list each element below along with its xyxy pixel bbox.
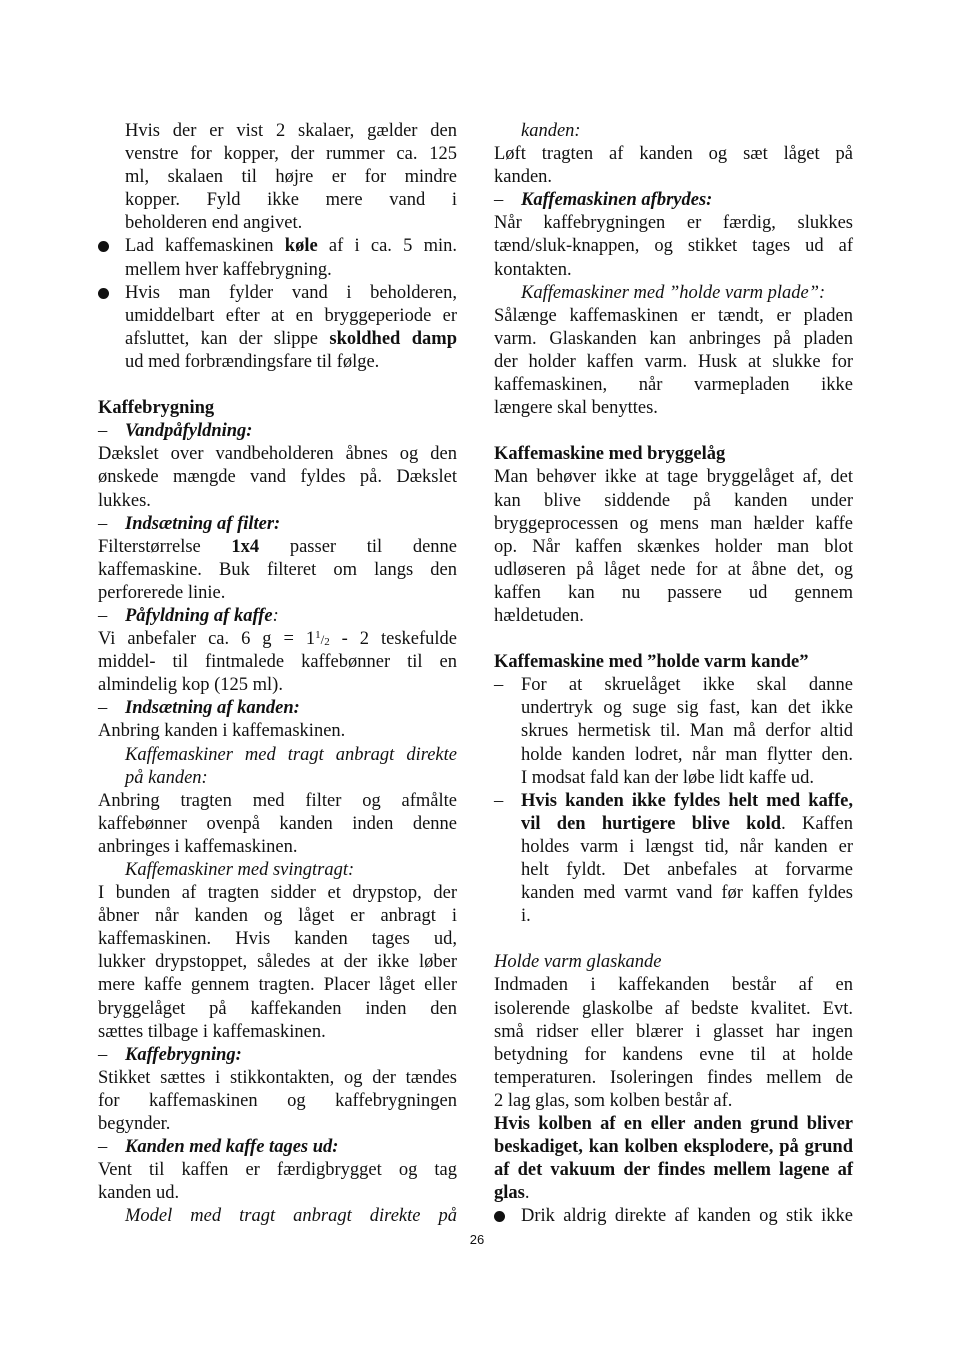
fraction-slash: /: [320, 632, 325, 648]
subsection-heading: [98, 697, 457, 720]
text-line: skrues hermetisk til. Man må derfor altid: [521, 721, 853, 742]
heading-text: Indsætning af kanden:: [125, 698, 300, 719]
bold-text: køle: [284, 236, 318, 257]
text-line: kanden.: [494, 167, 553, 188]
warning-line: beskadiget, kan kolben eksplodere, på grund: [494, 1137, 853, 1158]
text-line: Anbring kanden i kaffemaskinen.: [98, 721, 346, 742]
dash: –: [98, 1044, 108, 1065]
text-line: helt fyldt. Det anbefales at forvarme: [521, 860, 853, 880]
section-heading: Kaffemaskine med bryggelåg: [494, 444, 726, 465]
text-line: kanden ud.: [98, 1183, 180, 1204]
text-line: Vent til kaffen er færdigbrygget og tag: [98, 1160, 457, 1181]
text-line: Stikket sættes i stikkontakten, og der tændes: [98, 1067, 457, 1088]
heading-colon: :: [272, 605, 279, 626]
subsection-heading: [98, 513, 457, 536]
text-line: Når kaffebrygningen er færdig, slukkes: [494, 213, 853, 234]
bold-text: 1x4: [231, 536, 260, 557]
text-line: kaffemaskinen. Hvis kanden tages ud,: [98, 929, 457, 950]
bullet-icon: [98, 288, 109, 299]
text-line: beholderen end angivet.: [125, 213, 303, 234]
fraction-denominator: 2: [324, 636, 330, 649]
text-line: holdes varm i længst tid, når kanden er: [521, 836, 853, 857]
left-column: [98, 120, 457, 1229]
text-segment: For at skruelåget ikke skal danne: [521, 675, 853, 696]
text-line: umiddelbart efter at en bryggeperiode er: [125, 305, 457, 326]
text-line: bryggelåget på kaffekanden inden den: [98, 998, 457, 1019]
bold-text: skoldhed damp: [329, 328, 457, 349]
text-line: [98, 536, 457, 559]
fraction-numerator: 1: [315, 629, 321, 642]
italic-subheading: Kaffemaskiner med tragt anbragt direkte: [125, 744, 457, 765]
heading-text: Kaffebrygning:: [125, 1044, 242, 1065]
text-line: lukkes.: [98, 490, 151, 511]
text-line: holde kanden lodret, når man flytter den.: [521, 744, 853, 765]
right-column: [494, 120, 853, 1229]
text-line: anbringes i kaffemaskinen.: [98, 836, 298, 857]
bullet-item: [98, 282, 457, 305]
text-line: tænd/sluk-knappen, og stikket tages ud af: [494, 236, 853, 257]
text-line: op. Når kaffen skænkes holder man blot: [494, 536, 853, 557]
text-segment: Vi anbefaler ca. 6 g = 1: [98, 629, 316, 650]
dash: –: [98, 421, 108, 442]
text-line: bryggeprocessen og mens man hælder kaffe: [494, 513, 853, 534]
dash: –: [494, 790, 504, 811]
text-line: Sålænge kaffemaskinen er tændt, er pladen: [494, 305, 853, 326]
text-line: undertryk og suge sig fast, kan det ikke: [521, 698, 853, 719]
text-line: begynder.: [98, 1114, 171, 1135]
text-line: lukker drypstoppet, således at der ikke løber: [98, 952, 457, 973]
heading-text: Vandpåfyldning:: [125, 421, 253, 442]
text-line: [494, 813, 853, 836]
text-line: ønskede mængde vand fyldes på. Dækslet: [98, 467, 457, 488]
warning-line: Hvis kolben af en eller anden grund bliver: [494, 1114, 853, 1135]
italic-subheading: kanden:: [521, 121, 581, 141]
text-line: varm. Glaskanden kan anbringes på pladen: [494, 328, 853, 349]
text-line: små ridser eller blærer i glasset har ingen: [494, 1021, 853, 1042]
text-segment: .: [524, 1183, 530, 1204]
text-line: kopper. Fyld ikke mere vand i: [125, 190, 457, 211]
warning-line: af det vakuum der findes mellem lagene af: [494, 1160, 853, 1181]
text-line: Indmaden i kaffekanden består af en: [494, 975, 853, 996]
bullet-icon: [494, 1211, 505, 1222]
dash: –: [98, 605, 108, 626]
dash: –: [494, 190, 504, 211]
text-line: mere kaffe gennem tragten. Placer låget eller: [98, 975, 457, 996]
text-line: kanden med varmt vand før kaffen fyldes: [521, 883, 853, 904]
italic-subheading: Kaffemaskiner med svingtragt:: [125, 860, 355, 880]
text-line: kaffen kan nu passere ud gennem: [494, 582, 853, 603]
subsection-heading: [98, 420, 457, 443]
subsection-heading: [98, 605, 457, 628]
italic-heading: Holde varm glaskande: [494, 952, 662, 973]
text-line: kaffemaskinen, når varmepladen ikke: [494, 375, 853, 396]
heading-text: Kaffemaskinen afbrydes:: [521, 190, 713, 211]
text-line: mellem hver kaffebrygning.: [125, 259, 332, 280]
text-segment: passer til denne: [259, 536, 457, 557]
section-heading: Kaffemaskine med ”holde varm kande”: [494, 652, 809, 673]
bullet-item: [494, 1205, 853, 1228]
text-line: [98, 628, 457, 651]
bold-text: vil den hurtigere blive kold: [521, 813, 782, 834]
text-segment: Lad kaffemaskinen: [125, 236, 285, 257]
bullet-icon: [98, 241, 109, 252]
text-line: Hvis der er vist 2 skalaer, gælder den: [125, 121, 457, 141]
text-line: middel- til fintmalede kaffebønner til en: [98, 652, 457, 673]
text-line: isolerende glaskolbe af bedste kvalitet. Evt.: [494, 998, 853, 1019]
text-line: Løft tragten af kanden og sæt låget på: [494, 144, 853, 165]
heading-text: Påfyldning af kaffe: [125, 605, 273, 626]
subsection-heading: [98, 1136, 457, 1159]
warning-line: [494, 1182, 853, 1205]
text-line: sættes tilbage i kaffemaskinen.: [98, 1021, 326, 1042]
text-segment: Hvis man fylder vand i beholderen,: [125, 282, 457, 303]
text-line: Dækslet over vandbeholderen åbnes og den: [98, 444, 457, 465]
subsection-heading: [494, 189, 853, 212]
text-line: I modsat fald kan der løbe lidt kaffe ud.: [521, 767, 815, 788]
text-line: 2 lag glas, som kolben består af.: [494, 1090, 733, 1111]
text-line: kaffemaskine. Buk filteret om langs den: [98, 559, 457, 580]
section-heading: Kaffebrygning: [98, 398, 215, 419]
subsection-heading: [98, 1044, 457, 1067]
text-line: kaffebønner ovenpå kanden inden denne: [98, 813, 457, 834]
text-segment: . Kaffen: [781, 813, 853, 834]
text-line: Man behøver ikke at tage bryggelåget af, det: [494, 467, 853, 488]
text-line: kontakten.: [494, 259, 572, 280]
italic-subheading: Model med tragt anbragt direkte på: [125, 1206, 457, 1227]
text-line: perforerede linie.: [98, 582, 226, 603]
text-line: åbner når kanden og låget er anbragt i: [98, 906, 457, 927]
page-number: 26: [469, 1232, 485, 1247]
text-line: længere skal benyttes.: [494, 398, 658, 419]
text-line: udløseren på låget nede for at åbne det, og: [494, 559, 853, 580]
heading-text: Indsætning af filter:: [125, 513, 281, 534]
text-line: der holder kaffen varm. Husk at slukke for: [494, 351, 853, 372]
text-line: Anbring tragten med filter og afmålte: [98, 790, 457, 811]
heading-text: Kanden med kaffe tages ud:: [125, 1137, 339, 1158]
text-line: ml, skalaen til højre er for mindre: [125, 167, 457, 188]
text-line: hældetuden.: [494, 605, 584, 626]
dash-list-item: [494, 674, 853, 697]
text-line: I bunden af tragten sidder et drypstop, der: [98, 883, 457, 904]
text-line: i.: [521, 906, 531, 927]
italic-subheading: på kanden:: [125, 767, 208, 788]
text-segment: - 2 teskefulde: [329, 629, 457, 650]
text-line: [98, 328, 457, 351]
text-line: betydning for kandens evne til at holde: [494, 1044, 853, 1065]
dash: –: [98, 698, 108, 719]
text-line: for kaffemaskinen og kaffebrygningen: [98, 1090, 457, 1111]
text-line: ud med forbrændingsfare til følge.: [125, 351, 380, 372]
text-line: kan blive siddende på kanden under: [494, 490, 853, 511]
bold-text: glas: [494, 1183, 525, 1204]
bullet-item: [98, 235, 457, 258]
text-line: venstre for kopper, der rummer ca. 125: [125, 144, 457, 165]
dash: –: [98, 1137, 108, 1158]
bold-text: Hvis kanden ikke fyldes helt med kaffe,: [521, 790, 853, 811]
text-segment: afsluttet, kan der slippe: [125, 328, 330, 349]
text-line: almindelig kop (125 ml).: [98, 675, 283, 696]
dash: –: [494, 675, 504, 696]
dash: –: [98, 513, 108, 534]
italic-subheading: Kaffemaskiner med ”holde varm plade”:: [521, 282, 826, 303]
dash-list-item: [494, 790, 853, 813]
text-segment: af i ca. 5 min.: [317, 236, 458, 257]
text-line: temperaturen. Isoleringen findes mellem de: [494, 1067, 853, 1088]
text-segment: Filterstørrelse: [98, 536, 232, 557]
text-segment: Drik aldrig direkte af kanden og stik ikke: [521, 1206, 853, 1227]
